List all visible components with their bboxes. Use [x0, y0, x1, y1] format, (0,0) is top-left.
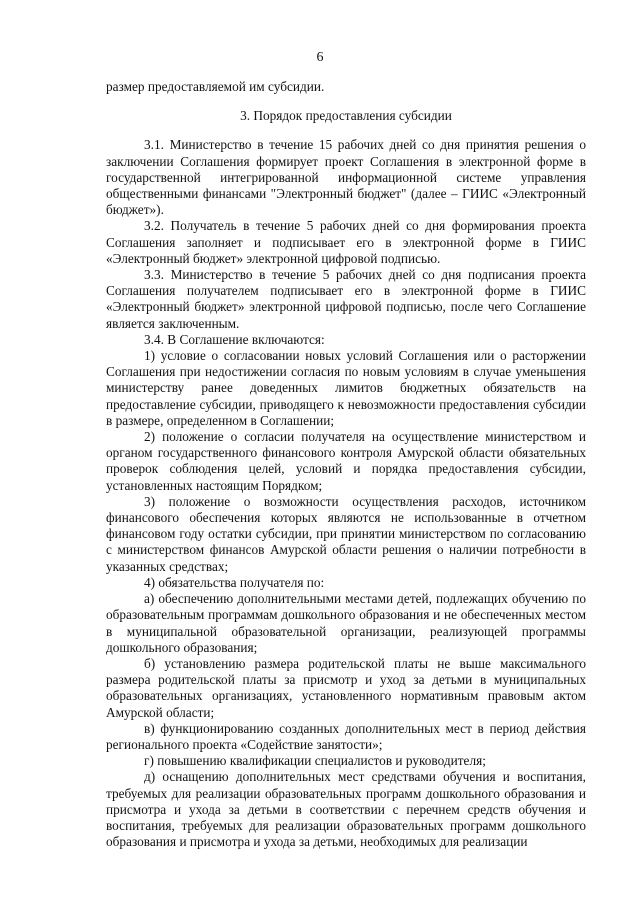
opening-line: размер предоставляемой им субсидии.: [106, 79, 325, 94]
sub-item-d: д) оснащению дополнительных мест средствами обучения и воспитания, требуемых для реализации образовательных программ дошкольного образования и присмотра и ухода за детьми в соответствии с перечнем средств обучения и воспитания, требуемых для реализации образовательных программ дошкольного образования и присмотра и ухода за детьми, необходимых для реализации: [106, 769, 586, 850]
page-number: 6: [316, 50, 324, 65]
document-body: [106, 79, 586, 850]
section-heading: 3. Порядок предоставления субсидии: [240, 108, 452, 124]
list-item-2: 2) положение о согласии получателя на осуществление министерством и органом государственного финансового контроля Амурской области обязательных проверок соблюдения целей, условий и порядка предоставления субсидии, установленных настоящим Порядком;: [106, 429, 586, 493]
paragraph-3-4: 3.4. В Соглашение включаются:: [144, 331, 325, 347]
paragraph-3-3: 3.3. Министерство в течение 5 рабочих дней со дня подписания проекта Соглашения получателем подписывает его в электронной форме в ГИИС «Электронный бюджет» электронной цифровой подписью, после чего Соглашение является заключенным.: [106, 267, 586, 331]
list-item-4: 4) обязательства получателя по:: [144, 574, 325, 590]
sub-item-v: в) функционированию созданных дополнительных мест в период действия регионального проекта «Содействие занятости»;: [106, 720, 586, 752]
paragraph-3-2: 3.2. Получатель в течение 5 рабочих дней со дня формирования проекта Соглашения заполняет и подписывает его в электронной форме в ГИИС «Электронный бюджет» электронной цифровой подписью.: [106, 218, 586, 266]
sub-item-b: б) установлению размера родительской платы не выше максимального размера родительской платы за присмотр и уход за детьми в муниципальных образовательных организациях, установленного нормативным правовым актом Амурской области;: [106, 655, 586, 720]
sub-item-g: г) повышению квалификации специалистов и руководителя;: [144, 753, 486, 769]
list-item-3: 3) положение о возможности осуществления расходов, источником финансового обеспечения которых являются не использованные в отчетном финансовом году остатки субсидии, при принятии министерством по согласованию с министерством финансов Амурской области решения о наличии потребности в указанных средствах;: [106, 493, 586, 574]
list-item-1: 1) условие о согласовании новых условий Соглашения или о расторжении Соглашения при недостижении согласия по новым условиям в случае уменьшения министерству ранее доведенных лимитов бюджетных обязательств на предоставление субсидии, приводящего к невозможности предоставления субсидии в размере, определенном в Соглашении;: [106, 348, 586, 428]
paragraph-3-1: 3.1. Министерство в течение 15 рабочих дней со дня принятия решения о заключении Соглашения формирует проект Соглашения в электронной форме в государственной интегрированной информационной системе управления общественными финансами "Электронный бюджет" (далее – ГИИС «Электронный бюджет»).: [106, 137, 586, 218]
sub-item-a: а) обеспечению дополнительными местами детей, подлежащих обучению по образовательным программам дошкольного образования и не обеспеченных местом в муниципальной образовательной организации, реализующей программы дошкольного образования;: [106, 591, 586, 655]
